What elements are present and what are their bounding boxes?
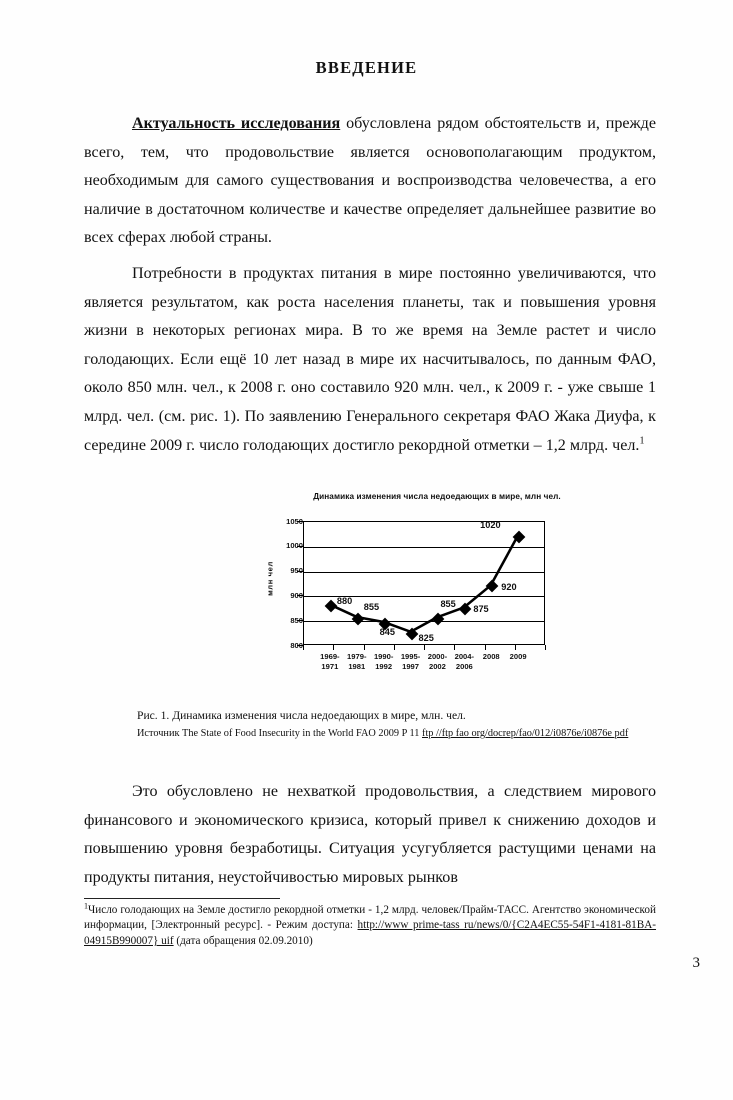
data-point-label: 875 — [473, 603, 489, 614]
x-tick-mark — [454, 645, 455, 650]
footnote — [84, 903, 656, 949]
chart-plot-area — [255, 512, 600, 697]
figure-caption-block — [137, 708, 657, 741]
chart-title: Динамика изменения числа недоедающих в мире, млн чел. — [313, 492, 561, 501]
y-tick-label: 1050 — [286, 516, 303, 526]
y-tick-label: 800 — [290, 640, 303, 650]
x-axis-label: 2004- 2006 — [454, 652, 475, 671]
data-point-label: 920 — [501, 582, 517, 593]
x-axis-label: 2008 — [482, 652, 500, 661]
data-point-label: 855 — [363, 601, 380, 612]
footnote-marker: 1 — [84, 901, 88, 911]
x-tick-mark — [424, 645, 425, 650]
x-tick-mark — [515, 645, 516, 650]
paragraph-body: Потребности в продуктах питания в мире постоянно увеличиваются, что является результатом, как роста населения планеты, так и повышения уровня жизни в некоторых регионах мира. В то же время на Земле растет и число голодающих. Если ещё 10 лет назад в мире их насчитывалось, по данным ФАО, около 850 млн. чел., к 2008 г. оно составило 920 млн. чел., к 2009 г. - уже свыше 1 млрд. чел. (см. рис. 1). По заявлению Генерального секретаря ФАО Жака Диуфа, к середине 2009 г. число голодающих достигло рекордной отметки – 1,2 млрд. чел. — [84, 265, 656, 454]
page-title: ВВЕДЕНИЕ — [315, 58, 418, 77]
footnote-url[interactable]: http://www prime-tass ru/news/0/{C2A4EC55-54F1-4181-81BA-04915B990007} uif — [84, 919, 657, 947]
footnote-text-a: Число голодающих на Земле достигло рекордной отметки - 1,2 млрд. человек/Прайм-ТАСС. Агентство экономической информации, [Электронный ресурс]. - Режим доступа: — [84, 904, 656, 932]
x-tick-mark — [545, 645, 546, 650]
paragraph-body: Это обусловлено не нехваткой продовольствия, а следствием мирового финансового и экономического кризиса, который привел к снижению доходов и повышению уровня безработицы. Ситуация усугубляется растущими ценами на продукты питания, неустойчивостью мировых рынков — [84, 783, 656, 886]
data-point-label: 880 — [336, 596, 353, 607]
data-point-label: 1020 — [480, 519, 501, 530]
figure-chart — [255, 492, 600, 697]
data-point-label: 855 — [440, 598, 456, 609]
x-axis-label: 2000- 2002 — [427, 652, 448, 671]
y-tick-label: 950 — [290, 566, 303, 576]
paragraph-text — [84, 260, 656, 460]
x-tick-mark — [303, 645, 304, 650]
figure-source — [137, 727, 657, 741]
footnote-text-b: (дата обращения 02.09.2010) — [173, 934, 313, 947]
data-point-label: 845 — [379, 626, 395, 637]
data-point-label: 825 — [418, 632, 434, 643]
x-axis-label: 1969- 1971 — [320, 652, 340, 671]
figure-caption: Рис. 1. Динамика изменения числа недоедающих в мире, млн. чел. — [137, 709, 466, 722]
x-tick-mark — [333, 645, 334, 650]
paragraph-actuality — [84, 110, 656, 253]
x-axis-label: 1979- 1981 — [347, 652, 367, 671]
x-tick-mark — [364, 645, 365, 650]
figure-source-label: Источник The State of Food Insecurity in the World FAO 2009 P 11 — [137, 728, 420, 739]
y-tick-label: 1000 — [286, 541, 303, 551]
y-tick-label: 850 — [290, 615, 303, 625]
x-axis-label: 2009 — [509, 652, 527, 661]
footnote-separator — [84, 898, 280, 899]
figure-source-url[interactable]: ftp //ftp fao org/docrep/fao/012/i0876e/i0876e pdf — [422, 728, 629, 739]
lead-phrase: Актуальность исследования — [132, 115, 341, 132]
paragraph-text — [84, 110, 656, 253]
x-axis-label: 1990- 1992 — [373, 652, 394, 671]
y-tick-label: 900 — [290, 590, 303, 600]
page-number: 3 — [692, 955, 700, 971]
x-axis-label: 1995- 1997 — [400, 652, 421, 671]
footnote-reference[interactable]: 1 — [639, 435, 645, 447]
paragraph-causes — [84, 778, 656, 892]
x-tick-mark — [394, 645, 395, 650]
x-tick-mark — [485, 645, 486, 650]
chart-y-axis-label: млн чел — [265, 561, 275, 596]
paragraph-text — [84, 778, 656, 892]
paragraph-needs — [84, 260, 656, 460]
paragraph-body: обусловлена рядом обстоятельств и, прежде всего, тем, что продовольствие является основополагающим продуктом, необходимым для самого существования и воспроизводства человечества, а его наличие в достаточном количестве и качестве определяет дальнейшее развитие во всех сферах любой страны. — [84, 115, 656, 247]
